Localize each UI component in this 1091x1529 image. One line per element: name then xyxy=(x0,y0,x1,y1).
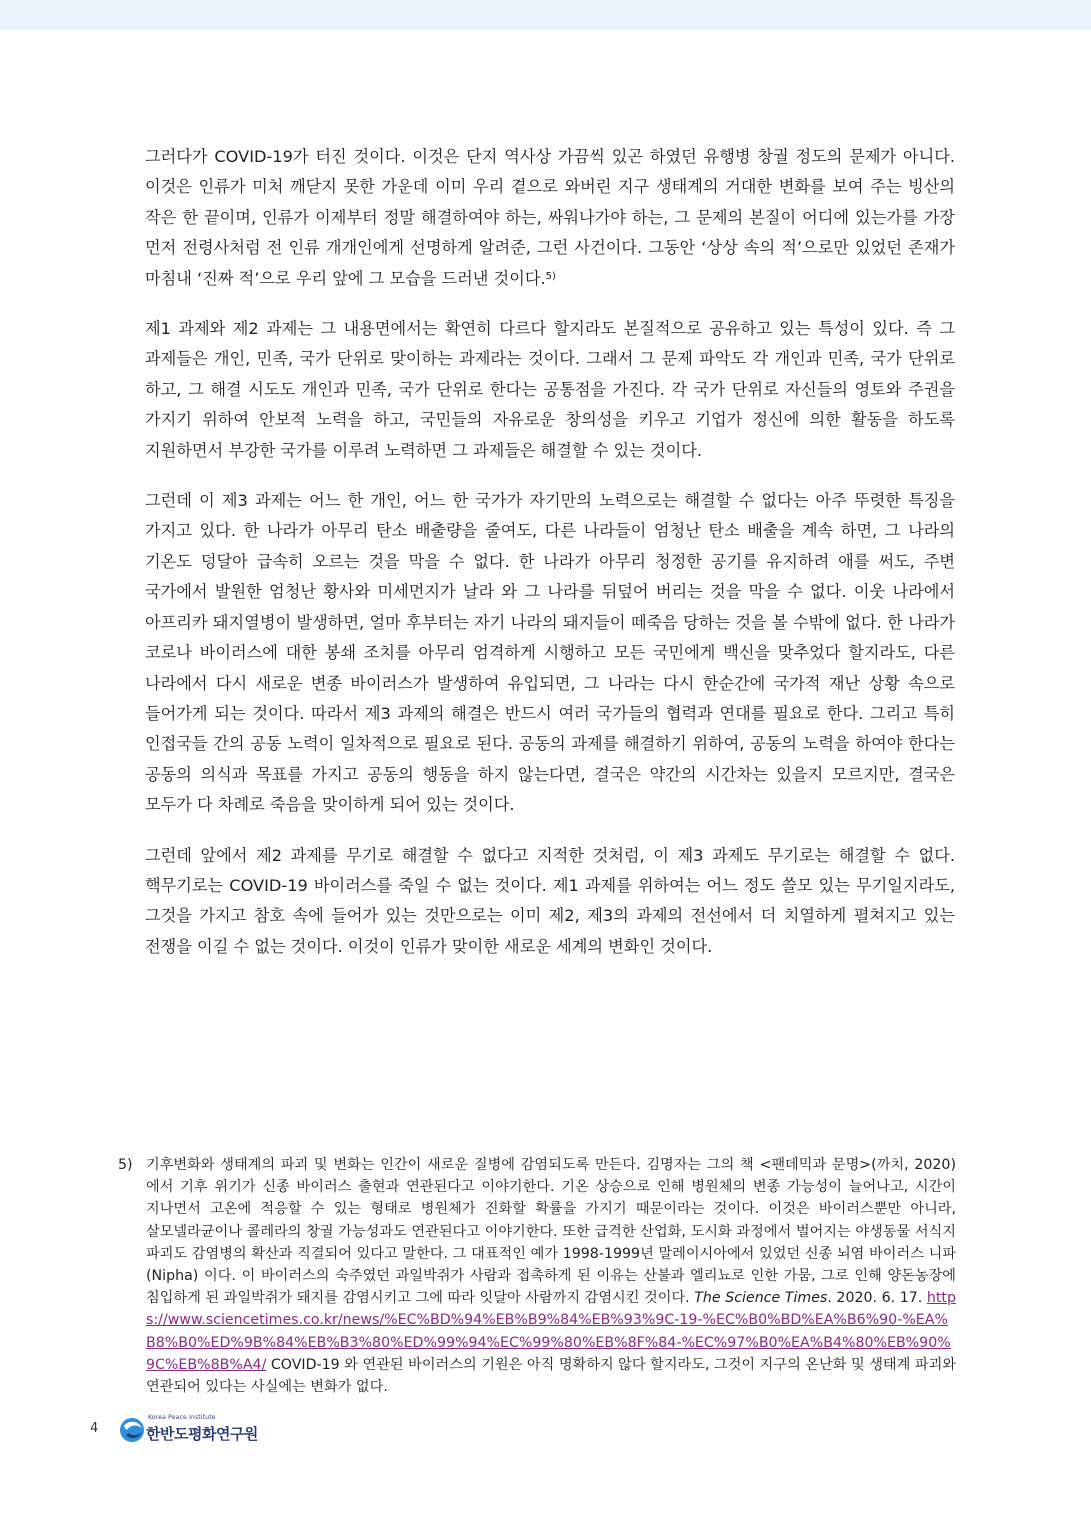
body-text xyxy=(145,142,955,982)
logo-korean-name: 한반도평화연구원 xyxy=(146,1425,258,1443)
footnote-source-link[interactable]: https://www.sciencetimes.co.kr/news/%EC%BD%94%EB%B9%84%EB%93%9C-19-%EC%B0%BD%EA%B6%90-%EA%B8%B0%ED%9B%84%EB%B3%80%ED%99%94%EC%99%80%EB%8F%84-%EC%97%B0%EA%B4%80%EB%90%9C%EB%8B%A4/ xyxy=(146,1290,956,1373)
top-header-band xyxy=(0,0,1091,30)
paragraph-1: 그러다가 COVID-19가 터진 것이다. 이것은 단지 역사상 가끔씩 있곤 하였던 유행병 창궐 정도의 문제가 아니다. 이것은 인류가 미처 깨닫지 못한 가운데 이미 우리 곁으로 와버린 지구 생태계의 거대한 변화를 보여 주는 빙산의 작은 한 끝이며, 인류가 이제부터 정말 해결하여야 하는, 싸워나가야 하는, 그 문제의 본질이 어디에 있는가를 가장 먼저 전령사처럼 전 인류 개개인에게 선명하게 알려준, 그런 사건이다. 그동안 ‘상상 속의 적’으로만 있었던 존재가 마침내 ‘진짜 적’으로 우리 앞에 그 모습을 드러낸 것이다.$^{5)}$ xyxy=(145,147,955,288)
footnote-number: 5) xyxy=(118,1157,133,1173)
institute-logo-icon xyxy=(118,1416,146,1444)
footnote-5 xyxy=(118,1154,956,1398)
page-number: 4 xyxy=(90,1421,99,1436)
footnote-ref-5[interactable]: 5) xyxy=(545,270,556,282)
footnote-text: 기후변화와 생태계의 파괴 및 변화는 인간이 새로운 질병에 감염되도록 만든다. 김명자는 그의 책 <팬데믹과 문명>(까치, 2020)에서 기후 위기가 신종 바이러스 출현과 연관된다고 이야기한다. 기온 상승으로 인해 병원체의 변종 가능성이 늘어나고, 시간이 지나면서 고온에 적응할 수 있는 형태로 병원체가 진화할 확률을 가지기 때문이라는 것이다. 이것은 바이러스뿐만 아니라, 살모넬라균이나 콜레라의 창궐 가능성과도 연관된다고 이야기한다. 또한 급격한 산업화, 도시화 과정에서 벌어지는 야생동물 서식지 파괴도 감염병의 확산과 직결되어 있다고 말한다. 그 대표적인 예가 1998-1999년 말레이시아에서 있었던 신종 뇌염 바이러스 니파(Nipha) 이다. 이 바이러스의 숙주였던 과일박쥐가 사람과 접촉하게 된 이유는 산불과 엘리뇨로 인한 가뭄, 그로 인해 양돈농장에 침입하게 된 과일박쥐가 돼지를 감염시키고 그에 따라 잇달아 사람까지 감염시킨 것이다. The Science Times. 2020. 6. 17. https://www.sciencetimes.co.kr/news/%EC%BD%94%EB%B9%84%EB%93%9C-19-%EC%B0%BD%EA%B6%90-%EA%B8%B0%ED%9B%84%EB%B3%80%ED%99%94%EC%99%80%EB%8F%84-%EC%97%B0%EA%B4%80%EB%90%9C%EB%8B%A4/ COVID-19 와 연관된 바이러스의 기원은 아직 명확하지 않다 할지라도, 그것이 지구의 온난화 및 생태계 파괴와 연관되어 있다는 사실에는 변화가 없다. xyxy=(146,1157,956,1396)
paragraph-3: 그런데 이 제3 과제는 어느 한 개인, 어느 한 국가가 자기만의 노력으로는 해결할 수 없다는 아주 뚜렷한 특징을 가지고 있다. 한 나라가 아무리 탄소 배출량을 줄여도, 다른 나라들이 엄청난 탄소 배출을 계속 하면, 그 나라의 기온도 덩달아 급속히 오르는 것을 막을 수 없다. 한 나라가 아무리 청정한 공기를 유지하려 애를 써도, 주변 국가에서 발원한 엄청난 황사와 미세먼지가 날라 와 그 나라를 뒤덮어 버리는 것을 막을 수 없다. 이웃 나라에서 아프리카 돼지열병이 발생하면, 얼마 후부터는 자기 나라의 돼지들이 떼죽음 당하는 것을 볼 수밖에 없다. 한 나라가 코로나 바이러스에 대한 봉쇄 조치를 아무리 엄격하게 시행하고 모든 국민에게 백신을 맞추었다 할지라도, 다른 나라에서 다시 새로운 변종 바이러스가 발생하여 유입되면, 그 나라는 다시 한순간에 국가적 재난 상황 속으로 들어가게 되는 것이다. 따라서 제3 과제의 해결은 반드시 여러 국가들의 협력과 연대를 필요로 한다. 그리고 특히 인접국들 간의 공동 노력이 일차적으로 필요로 된다. 공동의 과제를 해결하기 위하여, 공동의 노력을 하여야 한다는 공동의 의식과 목표를 가지고 공동의 행동을 하지 않는다면, 결국은 약간의 시간차는 있을지 모르지만, 결국은 모두가 다 차례로 죽음을 맞이하게 되어 있는 것이다. xyxy=(145,491,955,815)
footnote-source-title: The Science Times xyxy=(694,1290,828,1307)
logo-english-name: Korea Peace Institute xyxy=(148,1414,216,1421)
paragraph-4: 그런데 앞에서 제2 과제를 무기로 해결할 수 없다고 지적한 것처럼, 이 제3 과제도 무기로는 해결할 수 없다. 핵무기로는 COVID-19 바이러스를 죽일 수 없는 것이다. 제1 과제를 위하여는 어느 정도 쓸모 있는 무기일지라도, 그것을 가지고 참호 속에 들어가 있는 것만으로는 이미 제2, 제3의 과제의 전선에서 더 치열하게 펼쳐지고 있는 전쟁을 이길 수 없는 것이다. 이것이 인류가 맞이한 새로운 세계의 변화인 것이다. xyxy=(145,845,955,956)
page-footer xyxy=(90,1412,390,1448)
paragraph-2: 제1 과제와 제2 과제는 그 내용면에서는 확연히 다르다 할지라도 본질적으로 공유하고 있는 특성이 있다. 즉 그 과제들은 개인, 민족, 국가 단위로 맞이하는 과제라는 것이다. 그래서 그 문제 파악도 각 개인과 민족, 국가 단위로 하고, 그 해결 시도도 개인과 민족, 국가 단위로 한다는 공통점을 가진다. 각 국가 단위로 자신들의 영토와 주권을 가지기 위하여 안보적 노력을 하고, 국민들의 자유로운 창의성을 키우고 기업가 정신에 의한 활동을 하도록 지원하면서 부강한 국가를 이루려 노력하면 그 과제들은 해결할 수 있는 것이다. xyxy=(145,319,955,460)
institute-logo xyxy=(118,1412,318,1448)
